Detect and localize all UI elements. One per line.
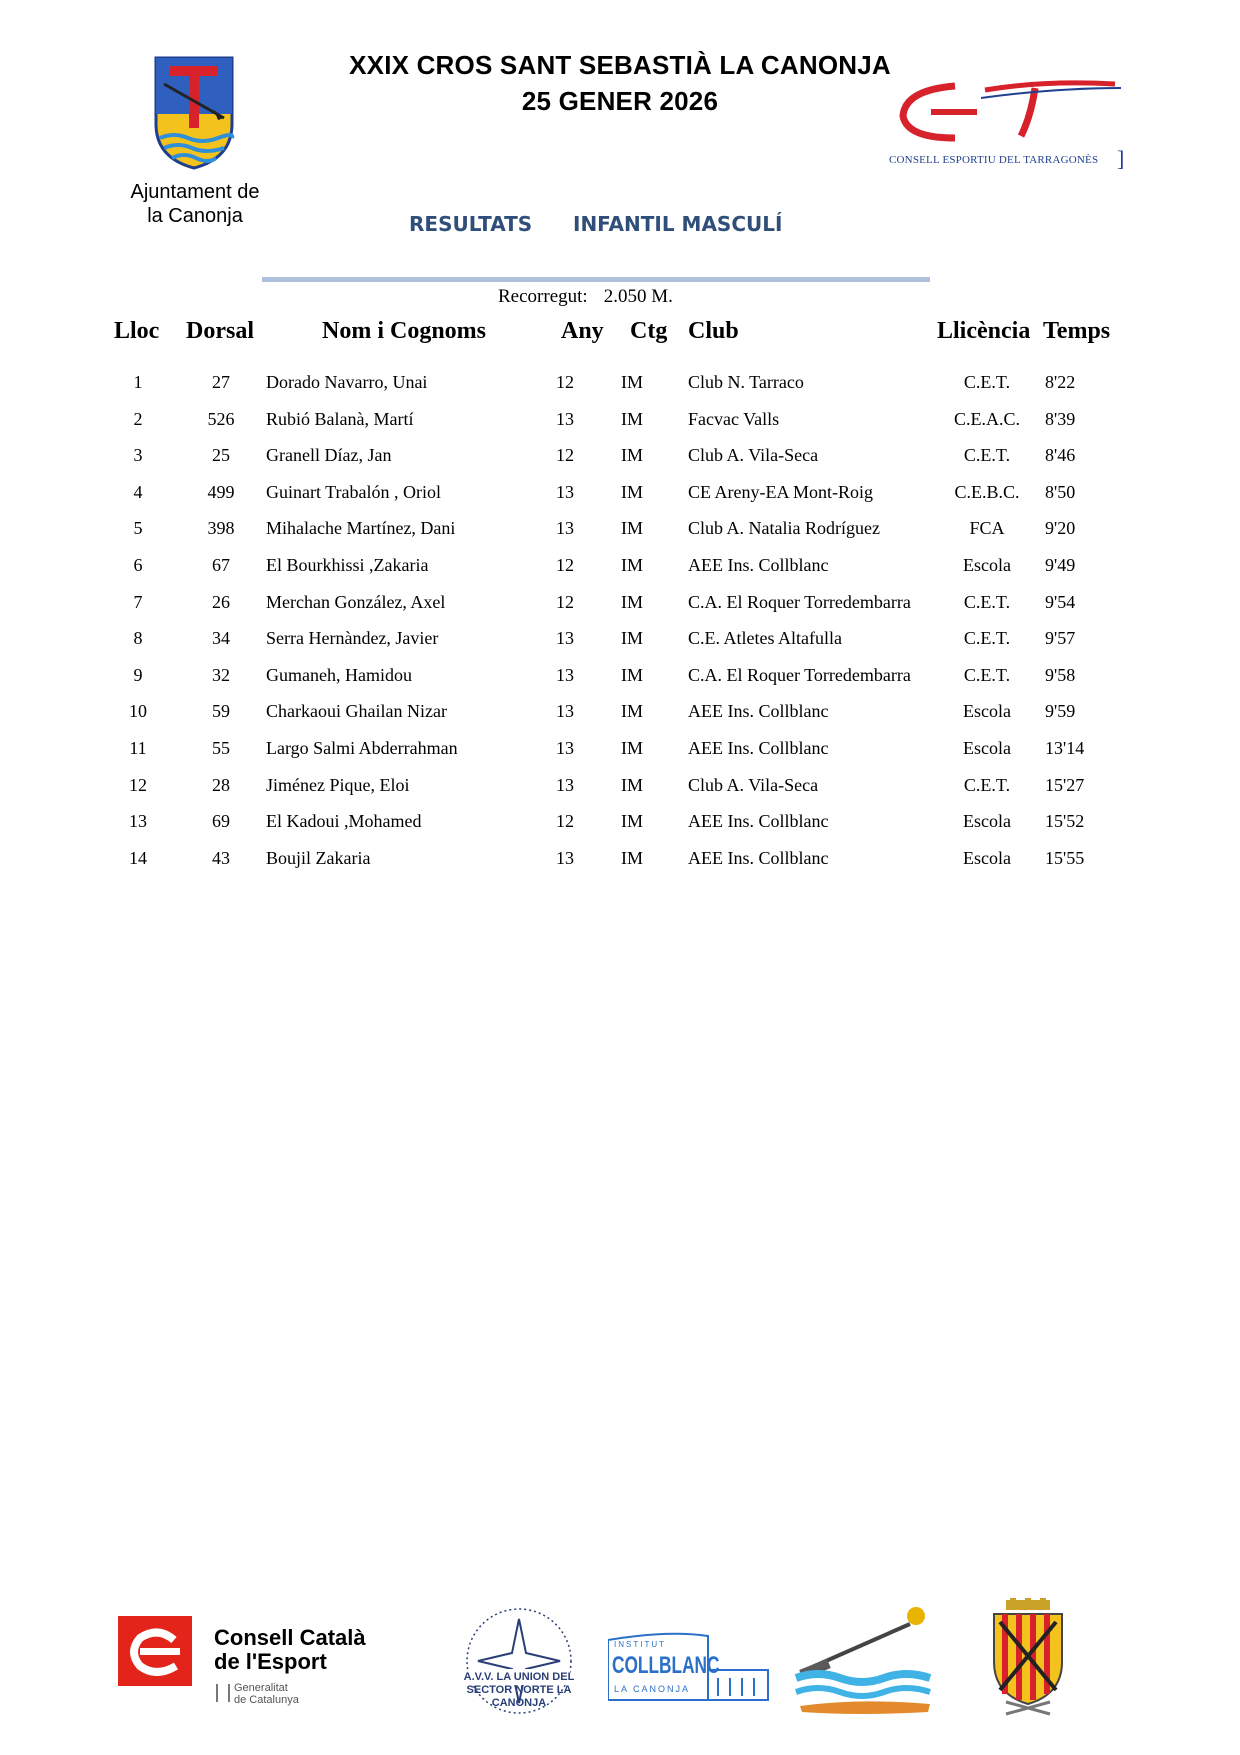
cell-temps: 9'54 (1045, 591, 1076, 612)
cell-llicencia: C.E.B.C. (954, 481, 1020, 502)
cell-club: AEE Ins. Collblanc (688, 701, 829, 722)
distance-value: 2.050 M. (603, 286, 673, 307)
subtitle-right: INFANTIL MASCULÍ (573, 212, 783, 236)
cell-temps: 15'27 (1045, 774, 1085, 795)
cell-club: C.A. El Roquer Torredembarra (688, 591, 911, 612)
generalitat-line2: de Catalunya (234, 1694, 299, 1706)
cell-ctg: IM (621, 372, 643, 392)
cell-temps: 9'58 (1045, 664, 1076, 685)
institut-sub: LA CANONJA (614, 1684, 691, 1694)
cell-lloc: 11 (129, 738, 147, 758)
cell-nom: Boujil Zakaria (266, 847, 371, 868)
cce-line1: Consell Català (214, 1625, 366, 1650)
col-header-any: Any (561, 318, 604, 344)
cell-ctg: IM (621, 445, 643, 466)
cell-club: C.E. Atletes Altafulla (688, 628, 842, 649)
page-title-line2: 25 GENER 2026 (521, 86, 719, 116)
cell-nom: Guinart Trabalón , Oriol (266, 481, 441, 502)
cell-club: AEE Ins. Collblanc (688, 811, 829, 832)
cell-ctg: IM (621, 408, 643, 429)
cell-temps: 9'49 (1045, 555, 1076, 575)
cell-club: AEE Ins. Collblanc (688, 738, 829, 758)
cell-lloc: 8 (133, 628, 143, 649)
ajuntament-line2: la Canonja (147, 205, 243, 227)
cell-ctg: IM (621, 591, 643, 612)
cell-llicencia: C.E.T. (963, 372, 1011, 392)
cell-nom: Merchan González, Axel (266, 591, 446, 612)
cce-logo-icon (118, 1616, 192, 1686)
cell-temps: 8'46 (1045, 445, 1076, 466)
cell-nom: Rubió Balanà, Martí (266, 408, 414, 429)
col-header-dorsal: Dorsal (186, 318, 254, 344)
cell-dorsal: 32 (212, 664, 230, 685)
cce-logo (118, 1616, 418, 1716)
cell-lloc: 1 (133, 372, 143, 392)
cell-any: 12 (556, 591, 574, 612)
bat-and-waves-logo (790, 1604, 940, 1716)
cell-ctg: IM (621, 555, 643, 575)
subtitle-left: RESULTATS (409, 212, 533, 236)
baseball-bat-icon (790, 1604, 940, 1716)
cell-llicencia: C.E.T. (963, 628, 1011, 649)
cell-club: AEE Ins. Collblanc (688, 847, 829, 868)
cell-temps: 15'55 (1045, 847, 1085, 868)
cell-club: C.A. El Roquer Torredembarra (688, 664, 911, 685)
cell-club: CE Areny-EA Mont-Roig (688, 481, 873, 502)
distance-label: Recorregut: (498, 286, 588, 307)
cell-club: Club N. Tarraco (688, 372, 804, 392)
cce-line2: de l'Esport (214, 1649, 327, 1674)
cell-dorsal: 25 (212, 445, 230, 466)
cell-llicencia: Escola (963, 738, 1011, 758)
cell-ctg: IM (621, 701, 643, 722)
cell-temps: 15'52 (1045, 811, 1085, 832)
cell-temps: 9'20 (1045, 518, 1076, 539)
cell-nom: El Bourkhissi ,Zakaria (266, 555, 429, 575)
cell-lloc: 6 (133, 555, 143, 575)
cell-lloc: 9 (133, 664, 143, 685)
avv-logo (454, 1605, 584, 1717)
cell-llicencia: C.E.A.C. (953, 408, 1020, 429)
cell-dorsal: 67 (212, 555, 230, 575)
col-header-llicencia: Llicència (937, 318, 1031, 344)
cell-ctg: IM (621, 628, 643, 649)
cell-any: 13 (556, 628, 574, 649)
cell-llicencia: Escola (963, 555, 1011, 575)
cell-any: 12 (556, 445, 574, 466)
cell-lloc: 4 (133, 481, 143, 502)
cell-lloc: 13 (129, 811, 147, 832)
cell-temps: 13'14 (1045, 738, 1085, 758)
cell-any: 13 (556, 774, 574, 795)
cell-dorsal: 398 (207, 518, 235, 539)
cell-temps: 9'59 (1045, 701, 1076, 722)
ajuntament-line1: Ajuntament de (130, 181, 260, 203)
col-header-nom: Nom i Cognoms (322, 318, 487, 344)
cell-nom: Charkaoui Ghailan Nizar (266, 701, 447, 722)
cell-dorsal: 34 (212, 628, 230, 649)
cell-nom: Serra Hernàndez, Javier (266, 628, 439, 649)
crest-icon (152, 54, 236, 170)
ajuntament-crest (152, 54, 236, 170)
cell-ctg: IM (621, 664, 643, 685)
cell-lloc: 2 (133, 408, 143, 429)
cell-llicencia: Escola (963, 701, 1011, 722)
cell-temps: 9'57 (1045, 628, 1076, 649)
cell-lloc: 5 (133, 518, 143, 539)
header-rule (262, 277, 930, 282)
cell-llicencia: Escola (963, 847, 1011, 868)
cell-club: Club A. Vila-Seca (688, 774, 819, 795)
cell-dorsal: 499 (207, 481, 235, 502)
cell-dorsal: 526 (207, 408, 235, 429)
avv-text: A.V.V. LA UNION DEL SECTOR NORTE LA CANONJA (463, 1671, 575, 1709)
cell-any: 12 (556, 811, 574, 832)
cell-llicencia: C.E.T. (963, 664, 1011, 685)
col-header-temps: Temps (1043, 318, 1111, 344)
cell-any: 13 (556, 701, 574, 722)
cell-ctg: IM (621, 847, 643, 868)
page-title-line1: XXIX CROS SANT SEBASTIÀ LA CANONJA (349, 50, 891, 80)
institut-collblanc-logo (608, 1630, 773, 1708)
cell-any: 13 (556, 481, 574, 502)
cet-logo-text: CONSELL ESPORTIU DEL TARRAGONÈS (889, 154, 1099, 166)
cell-any: 13 (556, 664, 574, 685)
cell-temps: 8'22 (1045, 372, 1076, 392)
cell-lloc: 3 (133, 445, 143, 466)
cet-logo (885, 76, 1125, 176)
cell-llicencia: FCA (969, 518, 1005, 539)
cell-club: Club A. Natalia Rodríguez (688, 518, 880, 539)
col-header-lloc: Lloc (114, 318, 160, 344)
institut-small: INSTITUT (614, 1640, 666, 1649)
cell-nom: Gumaneh, Hamidou (266, 664, 412, 685)
cell-llicencia: Escola (963, 811, 1011, 832)
cell-dorsal: 27 (212, 372, 230, 392)
cell-llicencia: C.E.T. (963, 591, 1011, 612)
institut-name: COLLBLANC (612, 1652, 720, 1679)
ajuntament-label (110, 180, 280, 228)
cell-club: AEE Ins. Collblanc (688, 555, 829, 575)
cell-nom: Dorado Navarro, Unai (266, 372, 428, 392)
cell-any: 13 (556, 738, 574, 758)
cell-ctg: IM (621, 811, 643, 832)
cell-dorsal: 28 (212, 774, 230, 795)
cell-ctg: IM (621, 738, 643, 758)
cell-club: Club A. Vila-Seca (688, 445, 819, 466)
distance-info (498, 286, 673, 308)
cell-dorsal: 26 (212, 591, 230, 612)
cell-any: 13 (556, 408, 574, 429)
cell-ctg: IM (621, 481, 643, 502)
cell-any: 13 (556, 518, 574, 539)
cell-nom: El Kadoui ,Mohamed (266, 811, 422, 832)
cet-logo-icon (885, 76, 1125, 148)
cell-ctg: IM (621, 774, 643, 795)
cell-dorsal: 55 (212, 738, 230, 758)
cell-nom: Mihalache Martínez, Dani (266, 518, 456, 539)
cell-any: 12 (556, 372, 574, 392)
cell-lloc: 10 (129, 701, 147, 722)
cell-llicencia: C.E.T. (963, 774, 1011, 795)
cell-lloc: 14 (129, 847, 147, 868)
generalitat-line1: Generalitat (234, 1682, 288, 1694)
cell-dorsal: 59 (212, 701, 230, 722)
cell-dorsal: 69 (212, 811, 230, 832)
cell-any: 12 (556, 555, 574, 575)
cell-llicencia: C.E.T. (963, 445, 1011, 466)
cell-temps: 8'39 (1045, 408, 1076, 429)
cell-club: Facvac Valls (688, 408, 780, 429)
cell-nom: Largo Salmi Abderrahman (266, 738, 458, 758)
cell-lloc: 7 (133, 591, 143, 612)
cell-nom: Granell Díaz, Jan (266, 445, 392, 466)
generalitat-icon (216, 1684, 230, 1702)
cell-ctg: IM (621, 518, 643, 539)
cet-bracket: ] (1117, 146, 1125, 171)
shield-icon (986, 1598, 1070, 1718)
cell-temps: 8'50 (1045, 481, 1076, 502)
col-header-ctg: Ctg (630, 318, 668, 344)
cell-dorsal: 43 (212, 847, 230, 868)
cell-any: 13 (556, 847, 574, 868)
cell-lloc: 12 (129, 774, 147, 795)
canonja-shield-logo (986, 1598, 1070, 1718)
col-header-club: Club (688, 318, 739, 344)
cell-nom: Jiménez Pique, Eloi (266, 774, 410, 795)
